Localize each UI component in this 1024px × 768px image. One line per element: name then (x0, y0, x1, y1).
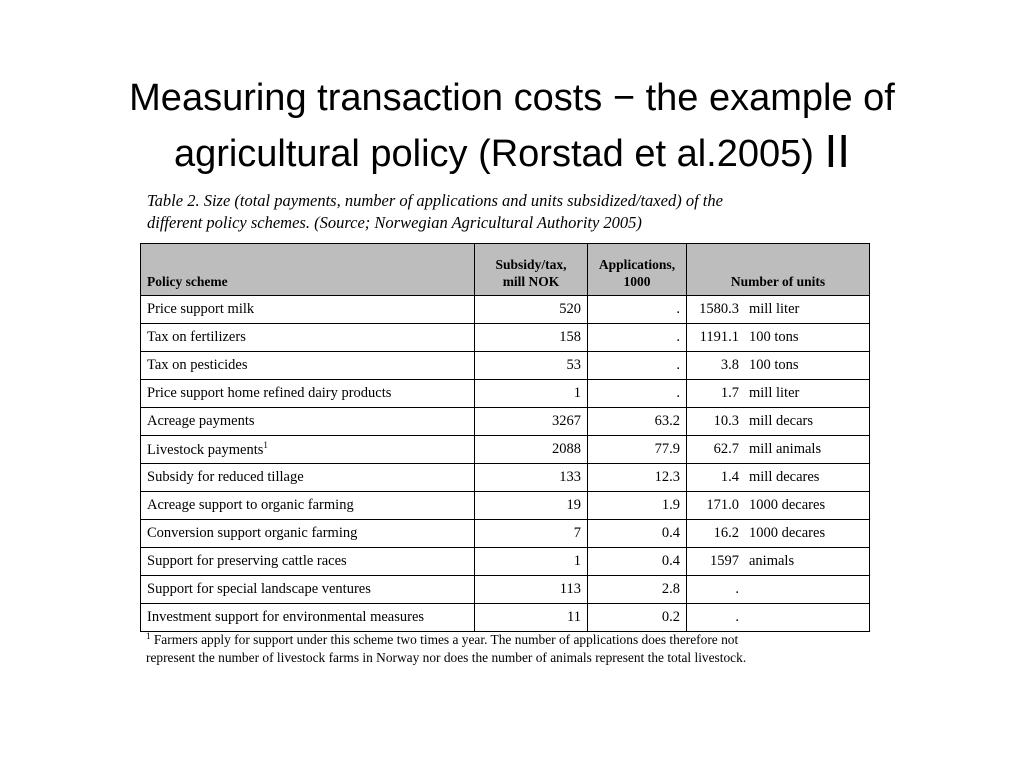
table-caption-line-1: Table 2. Size (total payments, number of applications and units subsidized/taxed) of the (147, 191, 723, 210)
cell-policy-scheme (141, 380, 475, 408)
cell-number-of-units (687, 408, 870, 436)
cell-number-of-units (687, 352, 870, 380)
cell-applications: 12.3 (588, 464, 687, 492)
cell-subsidy: 3267 (475, 408, 588, 436)
table-row (141, 520, 870, 548)
units-label: mill animals (749, 441, 822, 457)
cell-number-of-units (687, 548, 870, 576)
units-value: 1191.1 (699, 329, 739, 345)
footnote-reference: 1 (263, 440, 268, 450)
cell-applications: 2.8 (588, 576, 687, 604)
policy-scheme-name: Acreage payments (147, 413, 255, 429)
units-label: 1000 decares (749, 525, 826, 541)
units-value: . (735, 609, 739, 625)
policy-scheme-name: Price support home refined dairy products (147, 385, 392, 401)
slide-title (60, 72, 964, 181)
cell-subsidy: 113 (475, 576, 588, 604)
cell-policy-scheme (141, 408, 475, 436)
cell-number-of-units (687, 380, 870, 408)
cell-number-of-units (687, 492, 870, 520)
units-value: 62.7 (713, 441, 739, 457)
units-label: mill liter (749, 385, 800, 401)
table-footnote (146, 627, 870, 667)
table-row (141, 380, 870, 408)
table-row (141, 296, 870, 324)
units-value: 1597 (710, 553, 739, 569)
cell-number-of-units (687, 464, 870, 492)
cell-policy-scheme (141, 296, 475, 324)
cell-subsidy: 2088 (475, 436, 588, 464)
header-policy-scheme: Policy scheme (141, 244, 475, 296)
cell-subsidy: 11 (475, 604, 588, 632)
cell-policy-scheme (141, 464, 475, 492)
cell-applications: 0.4 (588, 548, 687, 576)
cell-applications: . (588, 296, 687, 324)
cell-policy-scheme (141, 436, 475, 464)
table-caption-line-2: different policy schemes. (Source; Norwegian Agricultural Authority 2005) (147, 213, 642, 232)
units-value: 1580.3 (699, 301, 739, 317)
cell-subsidy: 53 (475, 352, 588, 380)
table-row (141, 352, 870, 380)
table-row (141, 464, 870, 492)
cell-applications: . (588, 352, 687, 380)
table-row (141, 548, 870, 576)
footnote-text-line-2: represent the number of livestock farms in Norway nor does the number of animals represent the total livestock. (146, 650, 747, 665)
table-header-row (141, 244, 870, 296)
units-label: 1000 decares (749, 497, 826, 513)
policy-scheme-name: Support for preserving cattle races (147, 553, 347, 569)
units-value: 1.4 (720, 469, 739, 485)
cell-number-of-units (687, 436, 870, 464)
table-row (141, 436, 870, 464)
cell-subsidy: 133 (475, 464, 588, 492)
cell-applications: . (588, 324, 687, 352)
units-label: mill liter (749, 301, 800, 317)
units-value: 10.3 (713, 413, 739, 429)
cell-policy-scheme (141, 520, 475, 548)
policy-scheme-name: Conversion support organic farming (147, 525, 358, 541)
footnote-marker: 1 (146, 631, 151, 641)
cell-number-of-units (687, 576, 870, 604)
header-applications-line-1: Applications, (598, 257, 676, 272)
cell-applications: . (588, 380, 687, 408)
policy-table (140, 243, 870, 632)
cell-policy-scheme (141, 492, 475, 520)
policy-scheme-name: Investment support for environmental measures (147, 609, 425, 625)
header-number-of-units: Number of units (687, 244, 870, 296)
units-value: 16.2 (713, 525, 739, 541)
units-label: mill decares (749, 469, 820, 485)
policy-scheme-name: Subsidy for reduced tillage (147, 469, 304, 485)
table-row (141, 408, 870, 436)
units-label: 100 tons (749, 357, 799, 373)
header-subsidy (475, 244, 588, 296)
units-label: animals (749, 553, 795, 569)
header-subsidy-line-2: mill NOK (502, 274, 560, 289)
cell-number-of-units (687, 296, 870, 324)
policy-scheme-name: Price support milk (147, 301, 255, 317)
cell-policy-scheme (141, 548, 475, 576)
table-body (141, 296, 870, 632)
table-caption (147, 190, 847, 234)
cell-subsidy: 19 (475, 492, 588, 520)
cell-policy-scheme (141, 576, 475, 604)
cell-subsidy: 158 (475, 324, 588, 352)
footnote-line-1 (146, 627, 870, 649)
table-row (141, 324, 870, 352)
policy-scheme-name: Support for special landscape ventures (147, 581, 371, 597)
cell-applications: 0.2 (588, 604, 687, 632)
cell-applications: 0.4 (588, 520, 687, 548)
header-applications-line-2: 1000 (623, 274, 651, 289)
cell-number-of-units (687, 324, 870, 352)
units-label: 100 tons (749, 329, 799, 345)
cell-applications: 77.9 (588, 436, 687, 464)
units-label: mill decars (749, 413, 814, 429)
slide-title-suffix: II (824, 125, 851, 177)
policy-scheme-name: Acreage support to organic farming (147, 497, 354, 513)
header-subsidy-line-1: Subsidy/tax, (495, 257, 567, 272)
cell-policy-scheme (141, 324, 475, 352)
units-value: 1.7 (720, 385, 739, 401)
cell-subsidy: 1 (475, 380, 588, 408)
policy-scheme-name: Tax on pesticides (147, 357, 248, 373)
cell-subsidy: 1 (475, 548, 588, 576)
header-applications (588, 244, 687, 296)
policy-scheme-name: Livestock payments (147, 442, 264, 458)
cell-subsidy: 520 (475, 296, 588, 324)
cell-number-of-units (687, 520, 870, 548)
cell-subsidy: 7 (475, 520, 588, 548)
units-value: . (735, 581, 739, 597)
cell-policy-scheme (141, 352, 475, 380)
slide-title-line-1: Measuring transaction costs − the example of (129, 77, 895, 119)
cell-applications: 1.9 (588, 492, 687, 520)
table-row (141, 492, 870, 520)
units-value: 171.0 (706, 497, 739, 513)
slide-title-line-2-text: agricultural policy (Rorstad et al.2005) (173, 133, 814, 175)
table-row (141, 576, 870, 604)
policy-scheme-name: Tax on fertilizers (147, 329, 246, 345)
footnote-text-line-1: Farmers apply for support under this scheme two times a year. The number of applications does therefore not (153, 632, 739, 647)
slide-title-line-2 (60, 125, 964, 181)
units-value: 3.8 (720, 357, 739, 373)
cell-applications: 63.2 (588, 408, 687, 436)
